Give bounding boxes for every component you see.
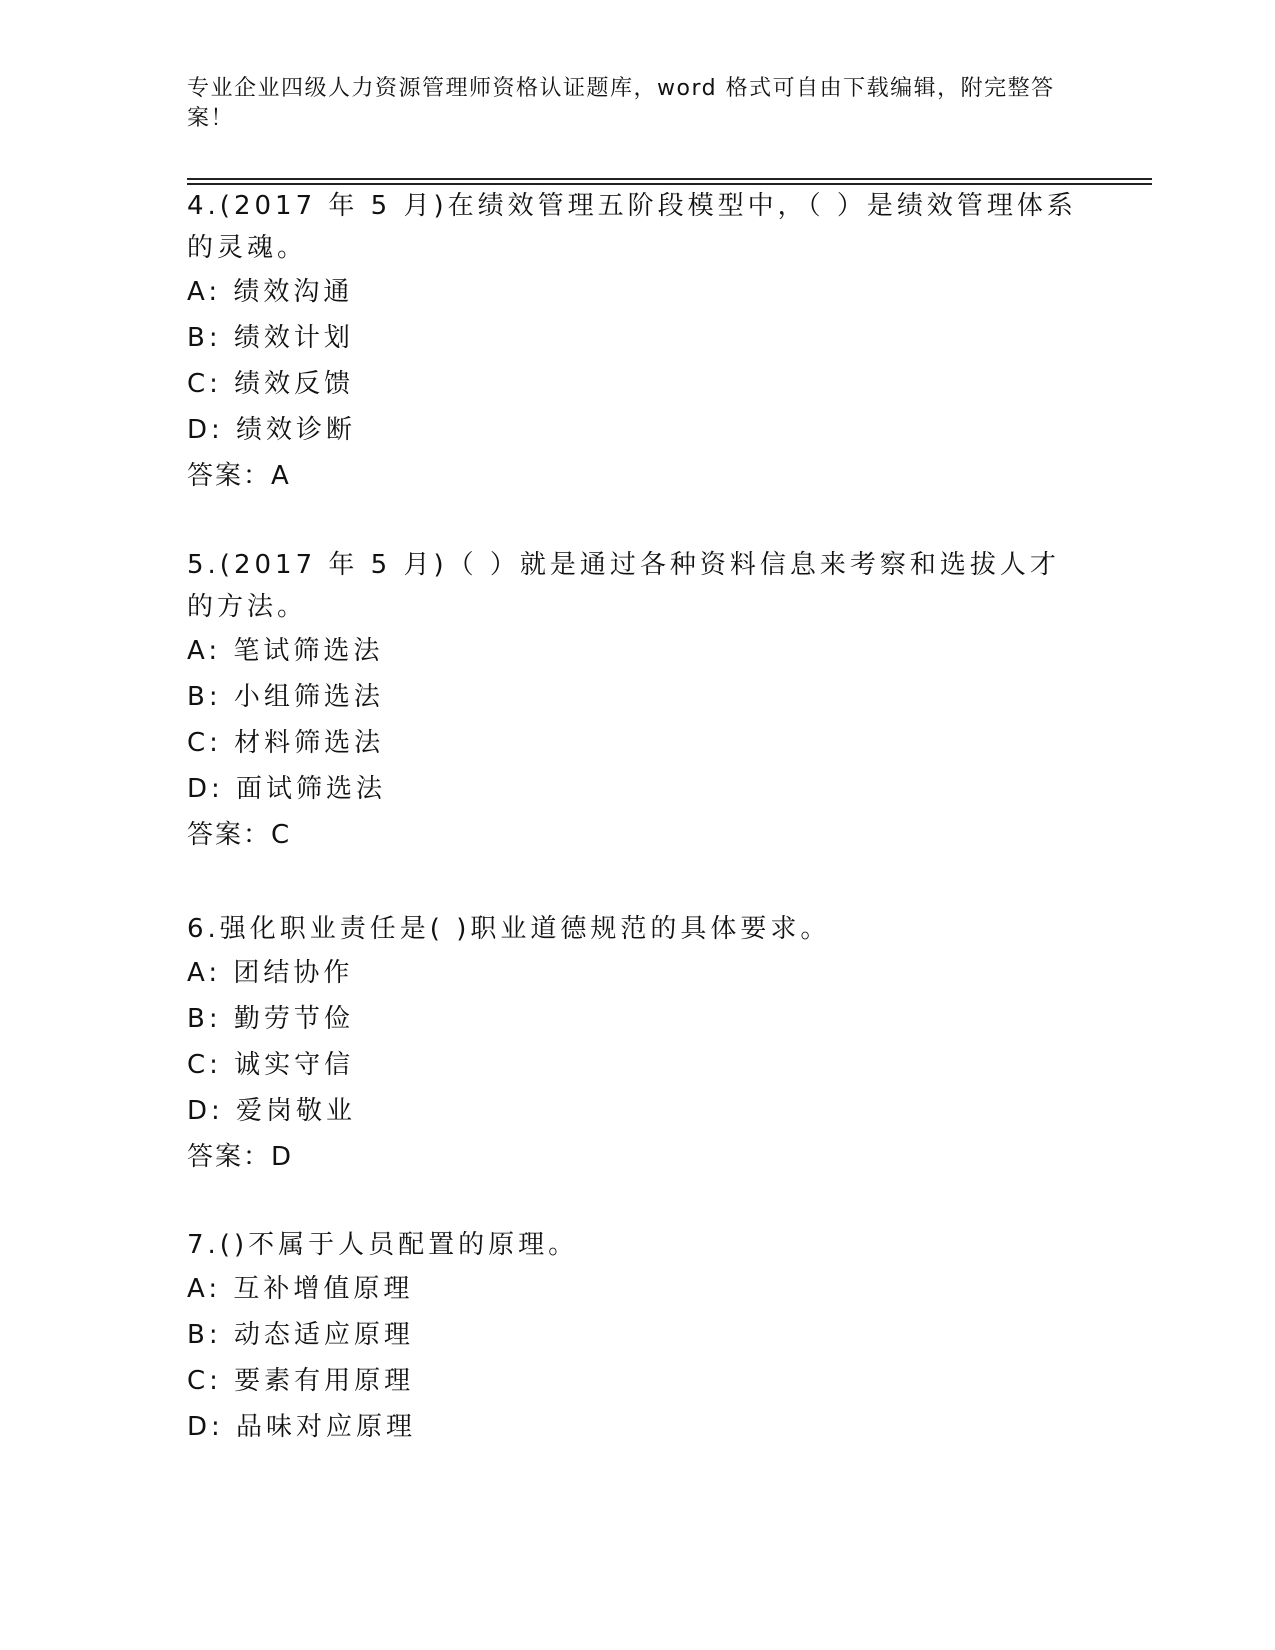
option-b: B: 动态适应原理 — [187, 1320, 414, 1350]
option-d: D: 绩效诊断 — [187, 415, 357, 445]
question-6 — [187, 908, 1087, 1180]
question-stem: 5.(2017 年 5 月)（ ）就是通过各种资料信息来考察和选拔人才的方法。 — [187, 550, 1060, 622]
answer: 答案：A — [187, 461, 291, 491]
option-a: A: 笔试筛选法 — [187, 636, 384, 666]
option-b: B: 绩效计划 — [187, 323, 354, 353]
document-header: 专业企业四级人力资源管理师资格认证题库，word 格式可自由下载编辑，附完整答案！ — [187, 76, 1055, 131]
option-a: A: 互补增值原理 — [187, 1274, 414, 1304]
answer: 答案：C — [187, 820, 292, 850]
question-stem: 7.()不属于人员配置的原理。 — [187, 1230, 579, 1260]
option-d: D: 爱岗敬业 — [187, 1096, 357, 1126]
question-stem: 4.(2017 年 5 月)在绩效管理五阶段模型中，（ ）是绩效管理体系的灵魂。 — [187, 191, 1077, 263]
option-a: A: 绩效沟通 — [187, 277, 354, 307]
question-5 — [187, 544, 1087, 858]
option-c: C: 诚实守信 — [187, 1050, 355, 1080]
option-d: D: 品味对应原理 — [187, 1412, 417, 1442]
option-c: C: 要素有用原理 — [187, 1366, 415, 1396]
question-stem: 6.强化职业责任是( )职业道德规范的具体要求。 — [187, 914, 831, 944]
answer: 答案：D — [187, 1142, 294, 1172]
question-7 — [187, 1224, 1087, 1450]
option-b: B: 小组筛选法 — [187, 682, 384, 712]
option-d: D: 面试筛选法 — [187, 774, 387, 804]
option-c: C: 材料筛选法 — [187, 728, 385, 758]
option-b: B: 勤劳节俭 — [187, 1004, 354, 1034]
header-divider — [187, 178, 1152, 180]
option-a: A: 团结协作 — [187, 958, 354, 988]
question-4 — [187, 185, 1087, 499]
option-c: C: 绩效反馈 — [187, 369, 355, 399]
